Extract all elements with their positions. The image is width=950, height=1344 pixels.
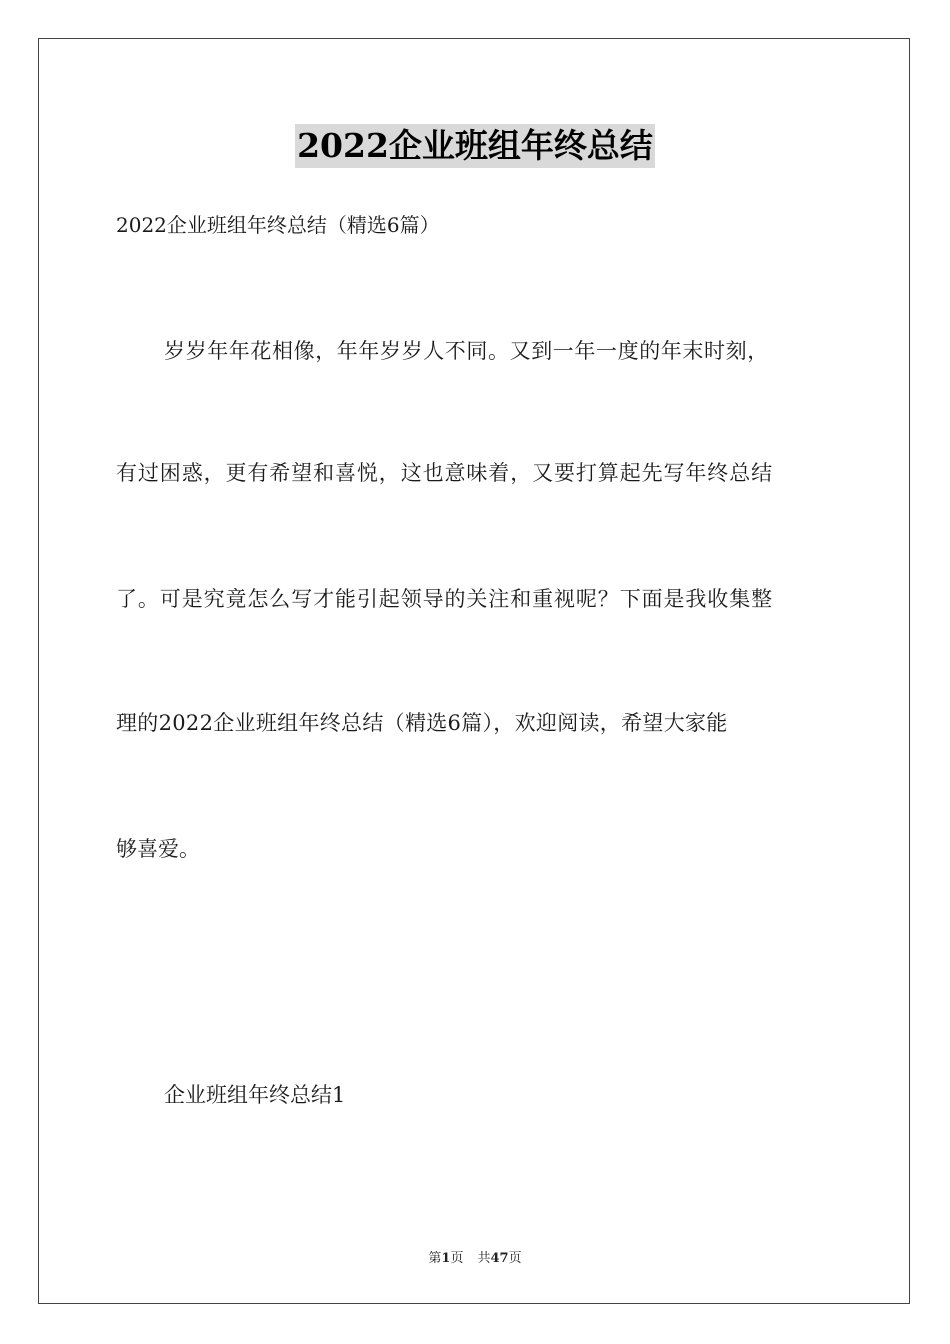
title-container — [0, 124, 950, 168]
document-title: 2022企业班组年终总结 — [295, 124, 655, 168]
page-prefix: 第 — [428, 1251, 442, 1266]
page-current: 1 — [441, 1251, 451, 1266]
total-suffix: 页 — [508, 1251, 522, 1266]
document-subtitle: 2022企业班组年终总结（精选6篇） — [116, 213, 440, 237]
intro-line-1: 岁岁年年花相像，年年岁岁人不同。又到一年一度的年末时刻， — [164, 339, 769, 363]
total-prefix: 共 — [477, 1251, 491, 1266]
intro-line-4: 理的2022企业班组年终总结（精选6篇），欢迎阅读，希望大家能 — [116, 711, 728, 735]
intro-line-2: 有过困惑，更有希望和喜悦，这也意味着，又要打算起先写年终总结 — [116, 461, 773, 485]
page-total: 47 — [490, 1251, 509, 1266]
section-heading: 企业班组年终总结1 — [164, 1083, 346, 1107]
page-suffix: 页 — [450, 1251, 464, 1266]
intro-line-5: 够喜爱。 — [116, 837, 200, 861]
page-footer — [0, 1247, 950, 1266]
intro-line-3: 了。可是究竟怎么写才能引起领导的关注和重视呢？下面是我收集整 — [116, 587, 773, 611]
